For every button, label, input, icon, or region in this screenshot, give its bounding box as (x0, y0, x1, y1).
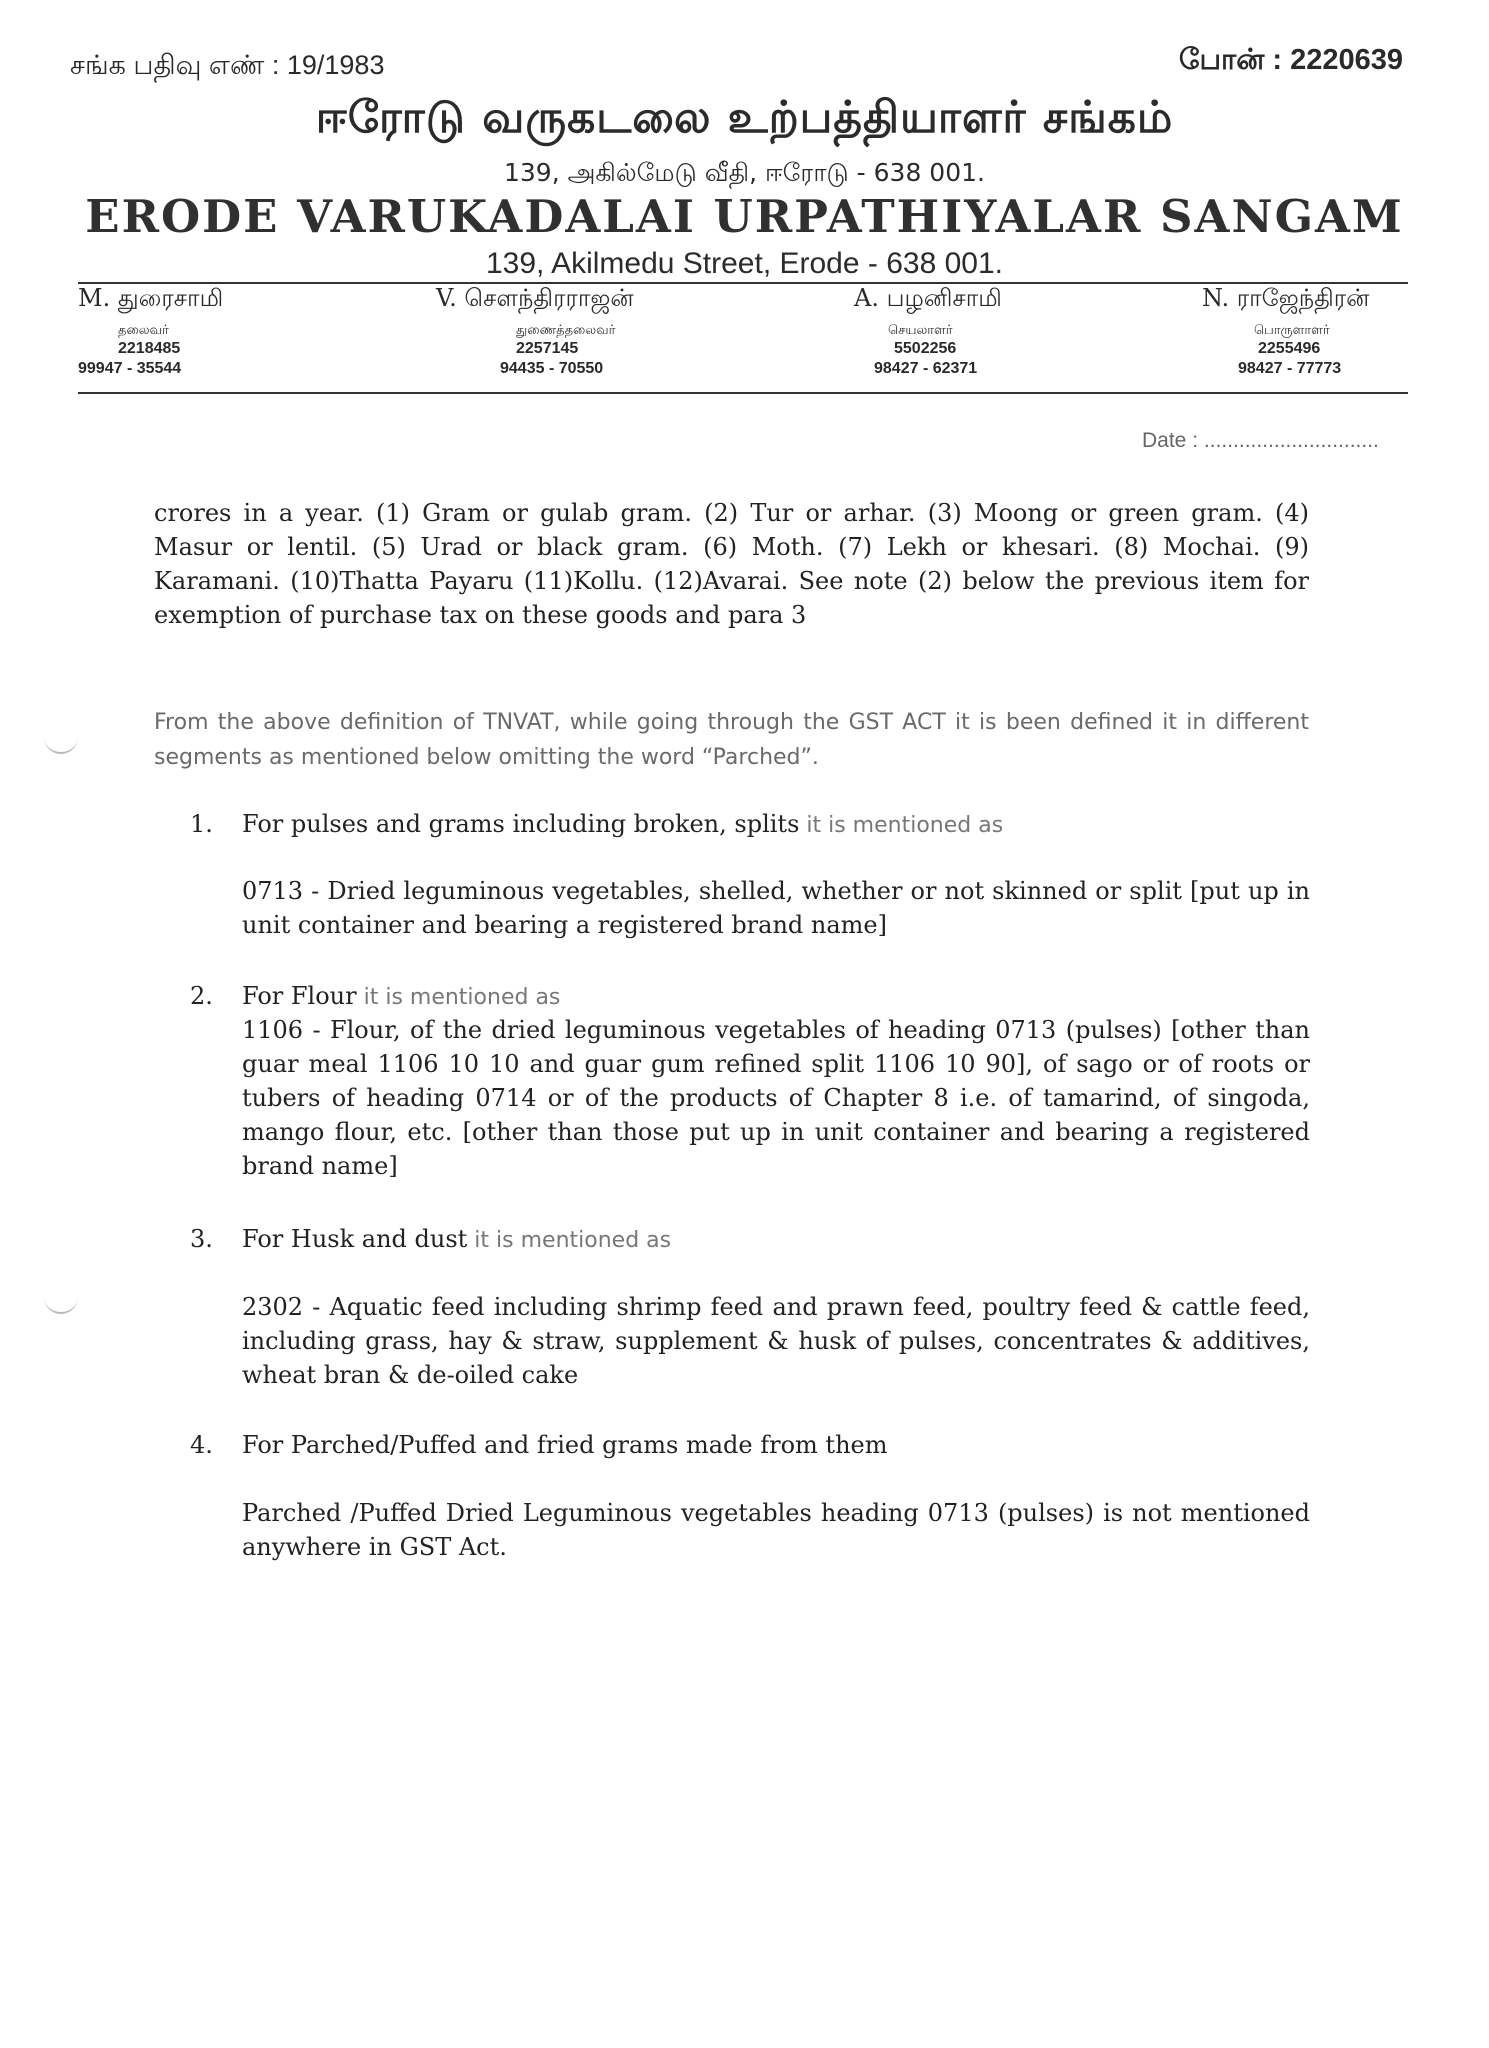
item-number: 3. (190, 1225, 213, 1253)
item-heading (242, 1222, 1310, 1258)
item-heading-text: For Flour (242, 982, 357, 1010)
phone-number: போன் : 2220639 (1178, 44, 1403, 76)
paragraph-gst-intro: From the above definition of TNVAT, while going through the GST ACT it is been defined it in different segments as mentioned below omitting the word “Parched”. (154, 710, 1309, 770)
item-detail: 1106 - Flour, of the dried leguminous vegetables of heading 0713 (pulses) [other than guar meal 1106 10 10 and guar gum refined split 1106 10 90], of sago or of roots or tubers of heading 0714 or of the products of Chapter 8 i.e. of tamarind, of singoda, mango flour, etc. [other than those put up in unit container and bearing a registered brand name] (242, 1016, 1310, 1180)
address-english: 139, Akilmedu Street, Erode - 638 001. (486, 247, 1003, 280)
address-tamil: 139, அகில்மேடு வீதி, ஈரோடு - 638 001. (504, 158, 985, 187)
item-heading (242, 979, 1310, 1015)
officer-name: A. பழனிசாமி (854, 284, 1002, 312)
officer-vice-president (436, 284, 736, 379)
officer-role: பொருளாளர் (1254, 323, 1330, 338)
item-heading-text: For pulses and grams including broken, splits (242, 810, 800, 838)
item-detail: Parched /Puffed Dried Leguminous vegetables heading 0713 (pulses) is not mentioned anywhere in GST Act. (242, 1499, 1310, 1561)
item-number: 2. (190, 982, 213, 1010)
punch-hole-mark (44, 734, 78, 754)
item-number: 1. (190, 810, 213, 838)
officer-phone: 5502256 (894, 340, 957, 357)
officer-mobile: 99947 - 35544 (78, 360, 182, 377)
officer-phone: 2257145 (516, 340, 579, 357)
date-field: Date : .............................. (1142, 429, 1379, 452)
item-detail: 0713 - Dried leguminous vegetables, shelled, whether or not skinned or split [put up in unit container and bearing a registered brand name] (242, 877, 1310, 939)
officer-name: V. சௌந்திரராஜன் (436, 284, 634, 312)
officer-mobile: 98427 - 77773 (1238, 360, 1342, 377)
item-heading-text: For Parched/Puffed and fried grams made from them (242, 1431, 888, 1459)
item-heading (242, 1428, 1310, 1464)
officer-role: செயலாளர் (888, 323, 953, 338)
officer-role: தலைவர் (118, 323, 169, 338)
officer-phone: 2218485 (118, 340, 181, 357)
officer-name: N. ராஜேந்திரன் (1202, 284, 1370, 312)
item-heading-suffix: it is mentioned as (799, 813, 1004, 838)
officer-phone: 2255496 (1258, 340, 1321, 357)
item-heading-text: For Husk and dust (242, 1225, 468, 1253)
officer-mobile: 94435 - 70550 (500, 360, 604, 377)
officer-mobile: 98427 - 62371 (874, 360, 978, 377)
officer-president (78, 284, 378, 379)
registration-number: சங்க பதிவு எண் : 19/1983 (70, 50, 385, 80)
punch-hole-mark (44, 1294, 78, 1314)
item-detail: 2302 - Aquatic feed including shrimp feed and prawn feed, poultry feed & cattle feed, including grass, hay & straw, supplement & husk of pulses, concentrates & additives, wheat bran & de-oiled cake (242, 1293, 1310, 1389)
item-heading (242, 807, 1310, 843)
officer-secretary (854, 284, 1154, 379)
paragraph-pulses-list: crores in a year. (1) Gram or gulab gram. (2) Tur or arhar. (3) Moong or green gram. (4) Masur or lentil. (5) Urad or black gram. (6) Moth. (7) Lekh or khesari. (8) Mochai. (9) Karamani. (10)Thatta Payaru (11)Kollu. (12)Avarai. See note (2) below the previous item for exemption of purchase tax on these goods and para 3 (154, 499, 1309, 629)
organization-name-english: ERODE VARUKADALAI URPATHIYALAR SANGAM (85, 190, 1404, 243)
header-divider-bottom (78, 392, 1408, 394)
organization-name-tamil: ஈரோடு வருகடலை உற்பத்தியாளர் சங்கம் (315, 92, 1174, 143)
officer-role: துணைத்தலைவர் (516, 323, 616, 338)
officer-name: M. துரைசாமி (78, 284, 224, 312)
officer-treasurer (1202, 284, 1489, 379)
item-heading-suffix: it is mentioned as (467, 1228, 672, 1253)
item-number: 4. (190, 1431, 213, 1459)
item-heading-suffix: it is mentioned as (356, 985, 561, 1010)
